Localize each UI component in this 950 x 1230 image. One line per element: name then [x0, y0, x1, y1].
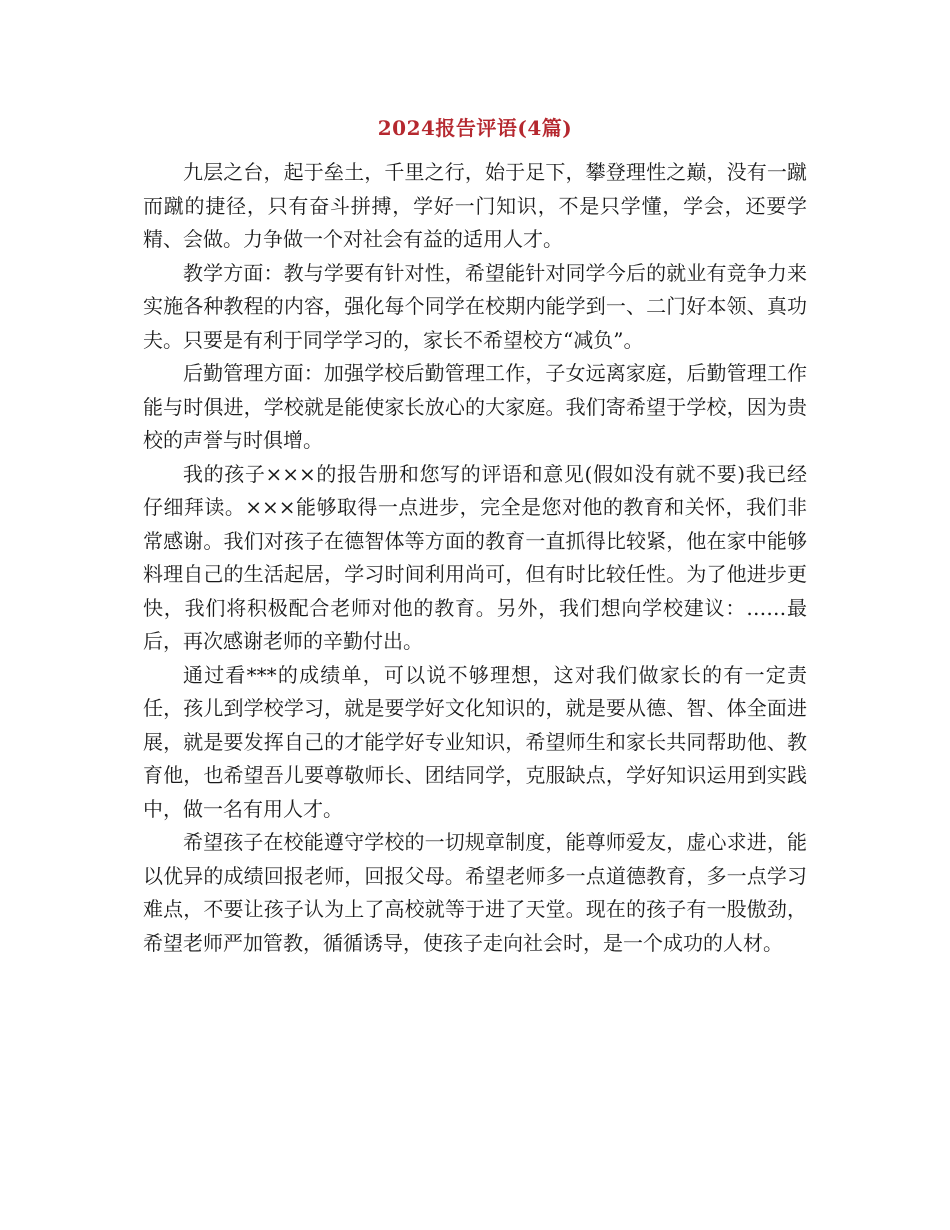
paragraph-hopes: 希望孩子在校能遵守学校的一切规章制度，能尊师爱友，虚心求进，能以优异的成绩回报老师，回报父母。希望老师多一点道德教育，多一点学习难点，不要让孩子认为上了高校就等于进了天堂。现在的孩子有一股傲劲，希望老师严加管教，循循诱导，使孩子走向社会时，是一个成功的人材。 — [143, 830, 807, 955]
document-body — [143, 156, 807, 960]
paragraph-transcript: 通过看***的成绩单，可以说不够理想，这对我们做家长的有一定责任，孩儿到学校学习，就是要学好文化知识的，就是要从德、智、体全面进展，就是要发挥自己的才能学好专业知识，希望师生和家长共同帮助他、教育他，也希望吾儿要尊敬师长、团结同学，克服缺点，学好知识运用到实践中，做一名有用人才。 — [143, 662, 807, 821]
paragraph-teaching: 教学方面：教与学要有针对性，希望能针对同学今后的就业有竞争力来实施各种教程的内容，强化每个同学在校期内能学到一、二门好本领、真功夫。只要是有利于同学学习的，家长不希望校方“减负”。 — [143, 260, 807, 352]
paragraph-report-book: 我的孩子×××的报告册和您写的评语和意见(假如没有就不要)我已经仔细拜读。×××能够取得一点进步，完全是您对他的教育和关怀，我们非常感谢。我们对孩子在德智体等方面的教育一直抓得比较紧，他在家中能够料理自己的生活起居，学习时间利用尚可，但有时比较任性。为了他进步更快，我们将积极配合老师对他的教育。另外，我们想向学校建议：……最后，再次感谢老师的辛勤付出。 — [143, 461, 807, 653]
paragraph-logistics: 后勤管理方面：加强学校后勤管理工作，子女远离家庭，后勤管理工作能与时俱进，学校就是能使家长放心的大家庭。我们寄希望于学校，因为贵校的声誉与时俱增。 — [143, 361, 807, 452]
page-title: 2024报告评语(4篇) — [377, 116, 573, 140]
paragraph-intro: 九层之台，起于垒土，千里之行，始于足下，攀登理性之巅，没有一蹴而蹴的捷径，只有奋斗拼搏，学好一门知识，不是只学懂，学会，还要学精、会做。力争做一个对社会有益的适用人才。 — [143, 160, 807, 251]
